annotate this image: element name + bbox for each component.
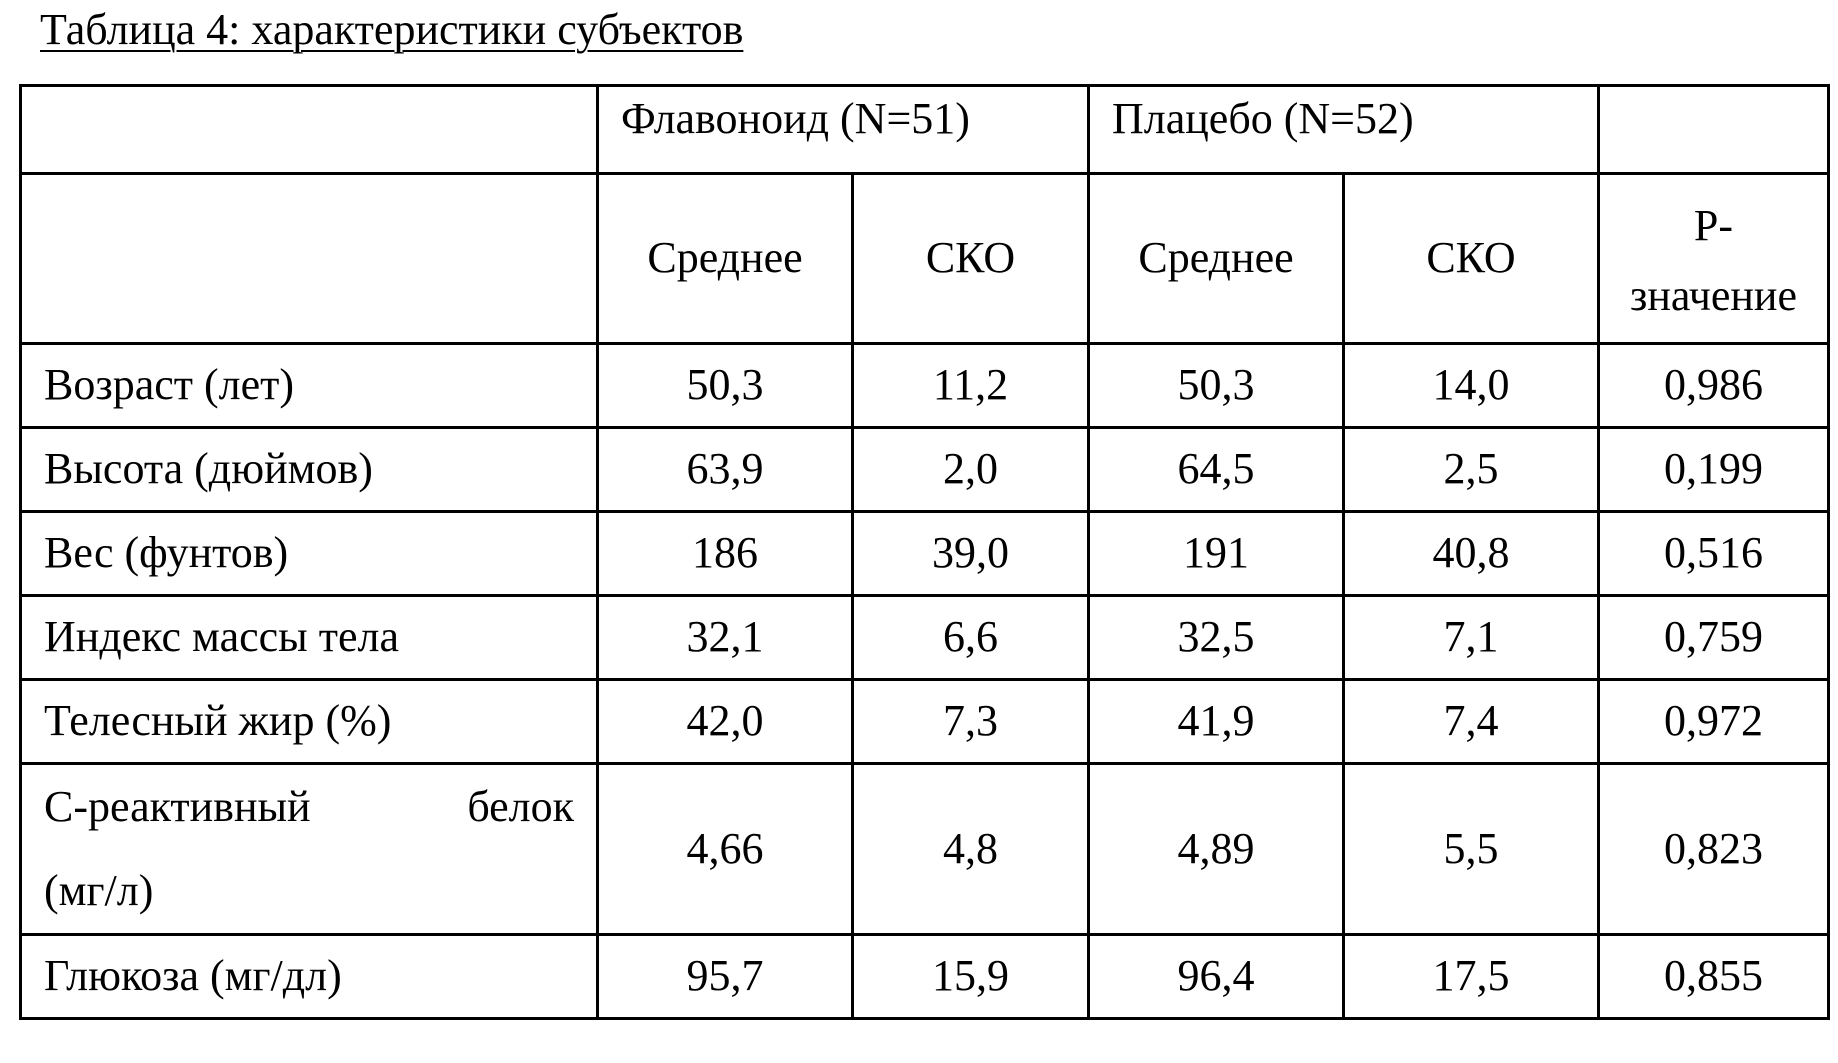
flavonoid-sd-cell: 6,6 bbox=[853, 596, 1089, 680]
p-value-cell: 0,972 bbox=[1599, 680, 1829, 764]
flavonoid-sd-cell: 39,0 bbox=[853, 512, 1089, 596]
p-value-cell: 0,855 bbox=[1599, 935, 1829, 1019]
p-value-cell: 0,986 bbox=[1599, 344, 1829, 428]
column-header-placebo-sd: СКО bbox=[1344, 174, 1599, 344]
placebo-mean-cell: 41,9 bbox=[1089, 680, 1344, 764]
empty-label-header-cell bbox=[21, 174, 598, 344]
group-header-placebo: Плацебо (N=52) bbox=[1089, 86, 1599, 174]
placebo-mean-cell: 64,5 bbox=[1089, 428, 1344, 512]
p-value-cell: 0,516 bbox=[1599, 512, 1829, 596]
table-row bbox=[21, 935, 1829, 1019]
flavonoid-sd-cell: 15,9 bbox=[853, 935, 1089, 1019]
empty-corner-cell bbox=[21, 86, 598, 174]
empty-p-header-cell bbox=[1599, 86, 1829, 174]
flavonoid-mean-cell: 32,1 bbox=[598, 596, 853, 680]
table-row bbox=[21, 680, 1829, 764]
table-row bbox=[21, 764, 1829, 935]
p-value-cell: 0,759 bbox=[1599, 596, 1829, 680]
table-caption: Таблица 4: характеристики субъектов bbox=[40, 5, 744, 54]
row-label: Телесный жир (%) bbox=[21, 680, 598, 764]
placebo-sd-cell: 5,5 bbox=[1344, 764, 1599, 935]
row-label bbox=[21, 764, 598, 935]
placebo-sd-cell: 40,8 bbox=[1344, 512, 1599, 596]
placebo-sd-cell: 7,4 bbox=[1344, 680, 1599, 764]
flavonoid-mean-cell: 42,0 bbox=[598, 680, 853, 764]
column-header-flavonoid-mean: Среднее bbox=[598, 174, 853, 344]
row-label-word2: белок bbox=[467, 782, 574, 831]
flavonoid-mean-cell: 50,3 bbox=[598, 344, 853, 428]
row-label-word1: С-реактивный bbox=[44, 782, 311, 831]
subject-characteristics-table bbox=[19, 84, 1830, 1020]
flavonoid-sd-cell: 11,2 bbox=[853, 344, 1089, 428]
table-row bbox=[21, 596, 1829, 680]
row-label: Глюкоза (мг/дл) bbox=[21, 935, 598, 1019]
placebo-mean-cell: 32,5 bbox=[1089, 596, 1344, 680]
flavonoid-sd-cell: 4,8 bbox=[853, 764, 1089, 935]
column-header-flavonoid-sd: СКО bbox=[853, 174, 1089, 344]
table-row bbox=[21, 512, 1829, 596]
flavonoid-mean-cell: 186 bbox=[598, 512, 853, 596]
p-value-cell: 0,199 bbox=[1599, 428, 1829, 512]
placebo-mean-cell: 96,4 bbox=[1089, 935, 1344, 1019]
placebo-sd-cell: 2,5 bbox=[1344, 428, 1599, 512]
table-row bbox=[21, 428, 1829, 512]
row-label-line2: (мг/л) bbox=[44, 866, 154, 915]
placebo-sd-cell: 14,0 bbox=[1344, 344, 1599, 428]
placebo-mean-cell: 191 bbox=[1089, 512, 1344, 596]
flavonoid-sd-cell: 7,3 bbox=[853, 680, 1089, 764]
placebo-sd-cell: 17,5 bbox=[1344, 935, 1599, 1019]
row-label: Возраст (лет) bbox=[21, 344, 598, 428]
group-header-flavonoid: Флавоноид (N=51) bbox=[598, 86, 1089, 174]
placebo-mean-cell: 50,3 bbox=[1089, 344, 1344, 428]
column-header-p-value bbox=[1599, 174, 1829, 344]
row-label: Индекс массы тела bbox=[21, 596, 598, 680]
row-label-line1 bbox=[44, 765, 574, 849]
placebo-mean-cell: 4,89 bbox=[1089, 764, 1344, 935]
row-label: Вес (фунтов) bbox=[21, 512, 598, 596]
flavonoid-mean-cell: 4,66 bbox=[598, 764, 853, 935]
p-value-cell: 0,823 bbox=[1599, 764, 1829, 935]
table-row bbox=[21, 344, 1829, 428]
p-value-header-line1: P- bbox=[1693, 200, 1734, 250]
placebo-sd-cell: 7,1 bbox=[1344, 596, 1599, 680]
column-header-placebo-mean: Среднее bbox=[1089, 174, 1344, 344]
row-label: Высота (дюймов) bbox=[21, 428, 598, 512]
flavonoid-mean-cell: 63,9 bbox=[598, 428, 853, 512]
subheader-row bbox=[21, 174, 1829, 344]
p-value-header-line2: значение bbox=[1630, 270, 1797, 320]
group-header-row bbox=[21, 86, 1829, 174]
flavonoid-sd-cell: 2,0 bbox=[853, 428, 1089, 512]
flavonoid-mean-cell: 95,7 bbox=[598, 935, 853, 1019]
